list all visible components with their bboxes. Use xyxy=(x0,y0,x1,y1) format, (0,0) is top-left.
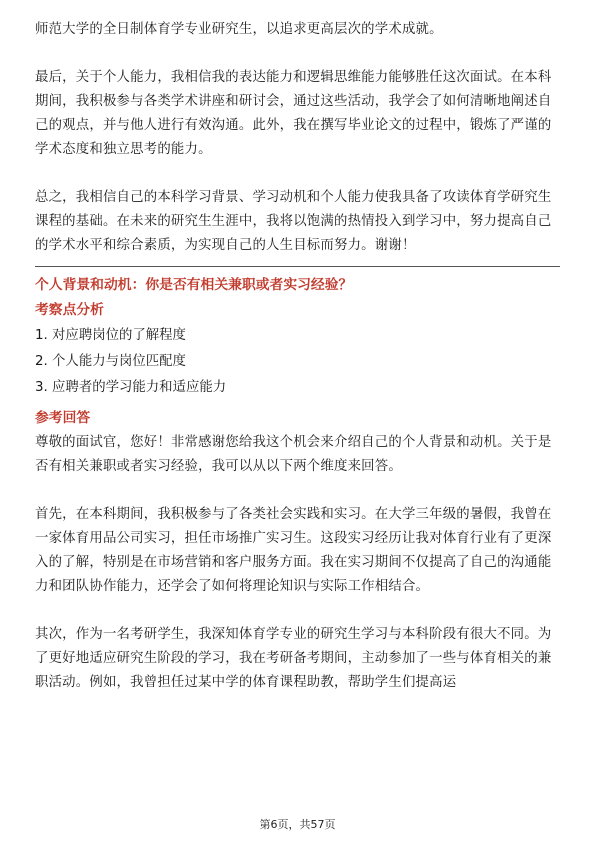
list-item: 3. 应聘者的学习能力和适应能力 xyxy=(35,380,227,395)
answer-heading: 参考回答 xyxy=(35,410,91,426)
list-item: 1. 对应聘岗位的了解程度 xyxy=(35,328,186,343)
document-page xyxy=(35,18,560,695)
paragraph-summary: 总之，我相信自己的本科学习背景、学习动机和个人能力使我具备了攻读体育学研究生课程的基础。在未来的研究生生涯中，我将以饱满的热情投入到学习中，努力提高自己的学术水平和综合素质，为实现自己的人生目标而努力。谢谢！ xyxy=(35,190,552,253)
answer-intro: 尊敬的面试官，您好！非常感谢您给我这个机会来介绍自己的个人背景和动机。关于是否有相关兼职或者实习经验，我可以从以下两个维度来回答。 xyxy=(35,435,552,474)
answer-first: 首先，在本科期间，我积极参与了各类社会实践和实习。在大学三年级的暑假，我曾在一家体育用品公司实习，担任市场推广实习生。这段实习经历让我对体育行业有了更深入的了解，特别是在市场营销和客户服务方面。我在实习期间不仅提高了自己的沟通能力和团队协作能力，还学会了如何将理论知识与实际工作相结合。 xyxy=(35,507,552,594)
question-heading: 个人背景和动机：你是否有相关兼职或者实习经验？ xyxy=(35,277,353,293)
analysis-points xyxy=(35,323,560,401)
analysis-heading: 考察点分析 xyxy=(35,302,104,318)
answer-second: 其次，作为一名考研学生，我深知体育学专业的研究生学习与本科阶段有很大不同。为了更好地适应研究生阶段的学习，我在考研备考期间，主动参加了一些与体育相关的兼职活动。例如，我曾担任过某中学的体育课程助教，帮助学生们提高运 xyxy=(35,627,552,690)
list-item: 2. 个人能力与岗位匹配度 xyxy=(35,354,186,369)
section-divider xyxy=(35,266,560,267)
paragraph-ability: 最后，关于个人能力，我相信我的表达能力和逻辑思维能力能够胜任这次面试。在本科期间，我积极参与各类学术讲座和研讨会，通过这些活动，我学会了如何清晰地阐述自己的观点，并与他人进行有效沟通。此外，我在撰写毕业论文的过程中，锻炼了严谨的学术态度和独立思考的能力。 xyxy=(35,70,552,157)
page-number: 第6页，共57页 xyxy=(259,818,336,831)
paragraph-continued: 师范大学的全日制体育学专业研究生，以追求更高层次的学术成就。 xyxy=(35,22,443,37)
